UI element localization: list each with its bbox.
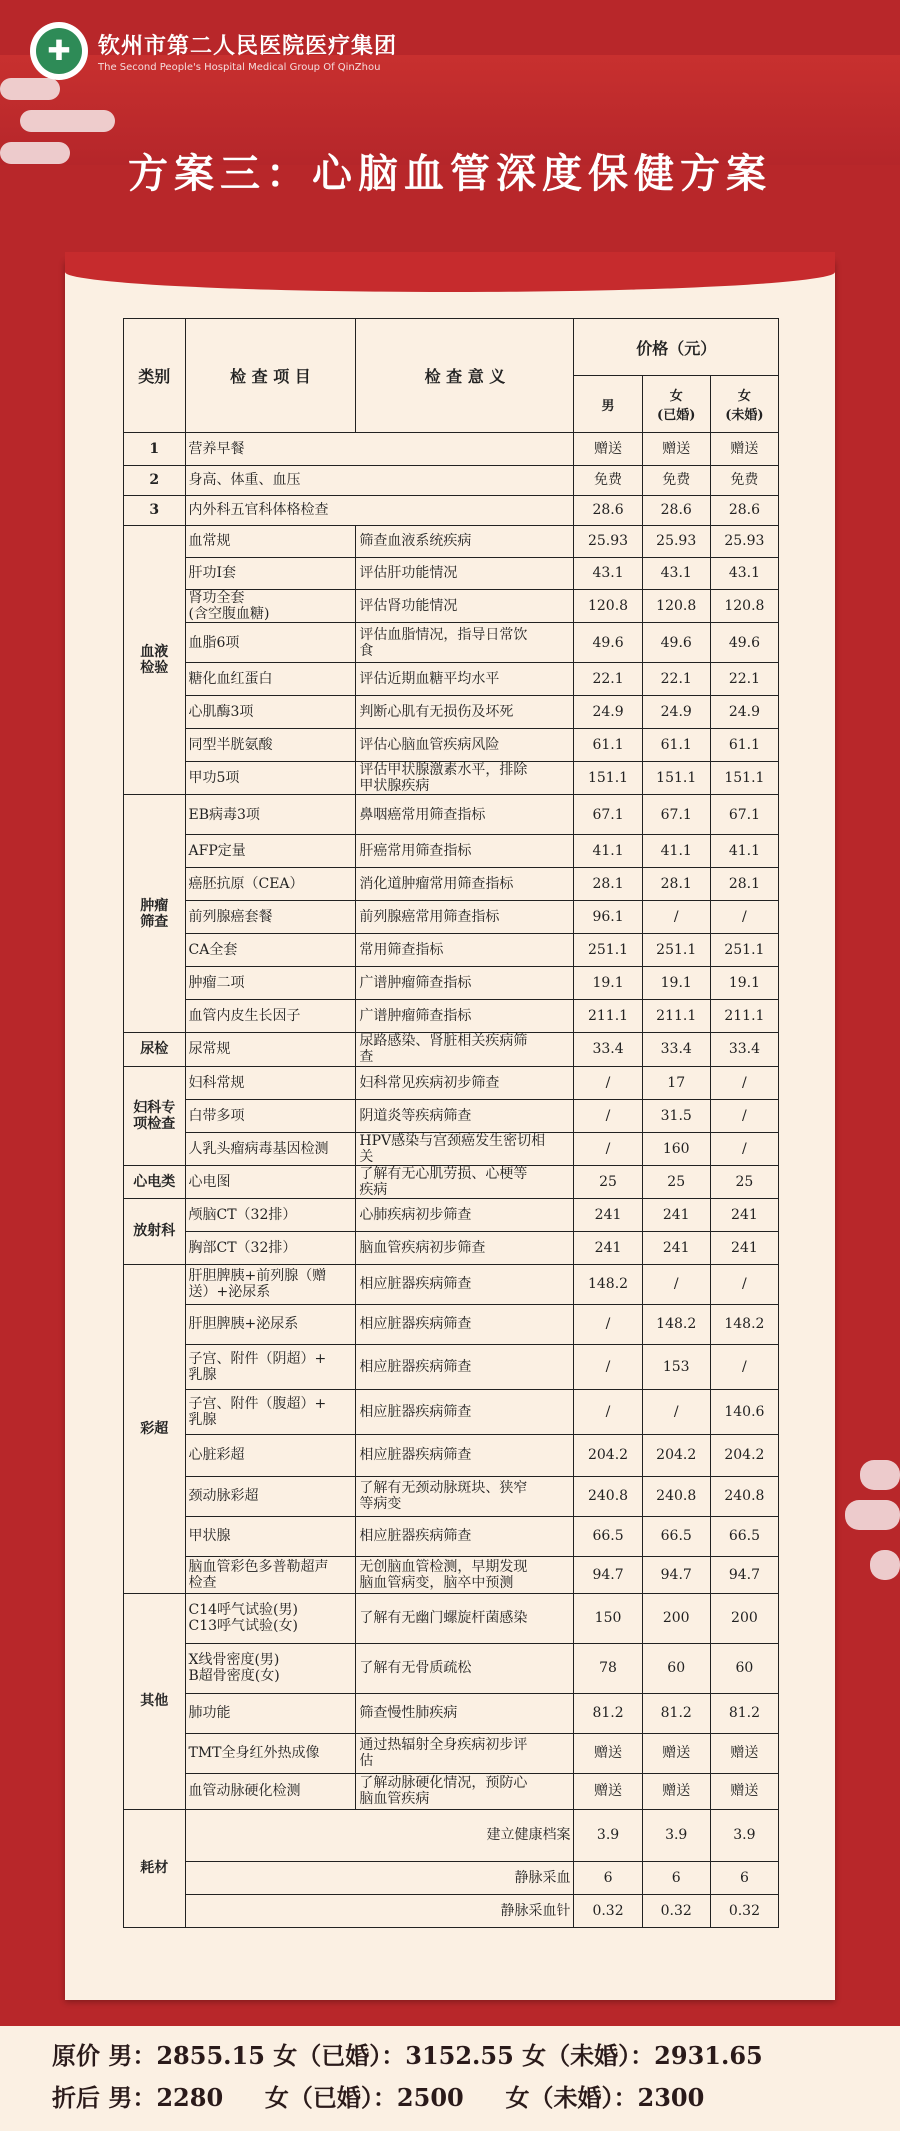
price-male: 3.9 bbox=[574, 1809, 642, 1861]
price-female-married: 49.6 bbox=[642, 623, 710, 663]
price-female-unmarried: 49.6 bbox=[710, 623, 778, 663]
price-female-married: 19.1 bbox=[642, 967, 710, 1000]
price-male: 25.93 bbox=[574, 526, 642, 558]
price-male: 33.4 bbox=[574, 1033, 642, 1066]
price-female-married: 241 bbox=[642, 1198, 710, 1231]
table-row bbox=[124, 1894, 779, 1927]
table-row bbox=[124, 1344, 779, 1389]
row-meaning: 评估血脂情况，指导日常饮 食 bbox=[356, 623, 574, 663]
price-female-unmarried: 19.1 bbox=[710, 967, 778, 1000]
row-meaning: 评估甲状腺激素水平，排除 甲状腺疾病 bbox=[356, 762, 574, 795]
row-item: TMT全身红外热成像 bbox=[185, 1733, 356, 1773]
row-category: 彩超 bbox=[124, 1264, 186, 1593]
price-female-married: 67.1 bbox=[642, 795, 710, 835]
price-female-unmarried: / bbox=[710, 1344, 778, 1389]
price-female-unmarried: 211.1 bbox=[710, 1000, 778, 1033]
price-male: 151.1 bbox=[574, 762, 642, 795]
price-female-married: 33.4 bbox=[642, 1033, 710, 1066]
row-meaning: 了解有无幽门螺旋杆菌感染 bbox=[356, 1593, 574, 1643]
table-row bbox=[124, 623, 779, 663]
table-row bbox=[124, 1198, 779, 1231]
table-row bbox=[124, 590, 779, 623]
table-row bbox=[124, 1000, 779, 1033]
price-female-married: 6 bbox=[642, 1861, 710, 1894]
row-item: 心脏彩超 bbox=[185, 1434, 356, 1476]
price-female-married: 赠送 bbox=[642, 1773, 710, 1809]
decorative-cloud bbox=[0, 78, 60, 100]
row-category: 2 bbox=[124, 466, 186, 496]
price-female-unmarried: / bbox=[710, 1132, 778, 1165]
table-body bbox=[124, 433, 779, 1928]
price-female-married: 200 bbox=[642, 1593, 710, 1643]
row-meaning: 了解动脉硬化情况，预防心 脑血管疾病 bbox=[356, 1773, 574, 1809]
price-male: 赠送 bbox=[574, 1733, 642, 1773]
price-female-unmarried: 241 bbox=[710, 1198, 778, 1231]
price-male: 120.8 bbox=[574, 590, 642, 623]
row-meaning: 鼻咽癌常用筛查指标 bbox=[356, 795, 574, 835]
price-male: 61.1 bbox=[574, 729, 642, 762]
table-row bbox=[124, 1593, 779, 1643]
price-female-unmarried: 0.32 bbox=[710, 1894, 778, 1927]
price-female-married: 211.1 bbox=[642, 1000, 710, 1033]
row-item: EB病毒3项 bbox=[185, 795, 356, 835]
price-female-married: 3.9 bbox=[642, 1809, 710, 1861]
row-category: 其他 bbox=[124, 1593, 186, 1809]
price-female-married: 66.5 bbox=[642, 1516, 710, 1556]
row-item: 妇科常规 bbox=[185, 1066, 356, 1099]
header-male: 男 bbox=[574, 376, 642, 433]
price-male: 28.1 bbox=[574, 868, 642, 901]
table-row bbox=[124, 901, 779, 934]
price-female-unmarried: 24.9 bbox=[710, 696, 778, 729]
table-row bbox=[124, 729, 779, 762]
row-item: 同型半胱氨酸 bbox=[185, 729, 356, 762]
header-category: 类别 bbox=[124, 319, 186, 433]
table-row bbox=[124, 1733, 779, 1773]
price-male: / bbox=[574, 1066, 642, 1099]
row-meaning: 无创脑血管检测，早期发现 脑血管病变，脑卒中预测 bbox=[356, 1556, 574, 1593]
table-row bbox=[124, 1643, 779, 1693]
price-male: 赠送 bbox=[574, 433, 642, 466]
price-female-married: 148.2 bbox=[642, 1304, 710, 1344]
price-male: 43.1 bbox=[574, 558, 642, 590]
table-row bbox=[124, 1434, 779, 1476]
price-female-unmarried: / bbox=[710, 901, 778, 934]
price-female-married: 251.1 bbox=[642, 934, 710, 967]
row-meaning: 广谱肿瘤筛查指标 bbox=[356, 967, 574, 1000]
row-meaning: 筛查慢性肺疾病 bbox=[356, 1693, 574, 1733]
price-male: 赠送 bbox=[574, 1773, 642, 1809]
price-female-unmarried: / bbox=[710, 1099, 778, 1132]
price-female-unmarried: 6 bbox=[710, 1861, 778, 1894]
header-female-unmarried: 女 (未婚) bbox=[710, 376, 778, 433]
price-male: 78 bbox=[574, 1643, 642, 1693]
price-female-unmarried: 148.2 bbox=[710, 1304, 778, 1344]
row-meaning: 了解有无骨质疏松 bbox=[356, 1643, 574, 1693]
price-male: 204.2 bbox=[574, 1434, 642, 1476]
price-female-married: 120.8 bbox=[642, 590, 710, 623]
price-female-unmarried: 33.4 bbox=[710, 1033, 778, 1066]
price-female-unmarried: / bbox=[710, 1066, 778, 1099]
row-item: 肝胆脾胰+前列腺（赠 送）+泌尿系 bbox=[185, 1264, 356, 1304]
price-female-married: 240.8 bbox=[642, 1476, 710, 1516]
price-male: 49.6 bbox=[574, 623, 642, 663]
price-male: 94.7 bbox=[574, 1556, 642, 1593]
row-meaning: 相应脏器疾病筛查 bbox=[356, 1516, 574, 1556]
row-item: 癌胚抗原（CEA） bbox=[185, 868, 356, 901]
price-female-unmarried: 66.5 bbox=[710, 1516, 778, 1556]
price-female-unmarried: 67.1 bbox=[710, 795, 778, 835]
price-male: 96.1 bbox=[574, 901, 642, 934]
price-male: 148.2 bbox=[574, 1264, 642, 1304]
row-meaning: 肝癌常用筛查指标 bbox=[356, 835, 574, 868]
row-meaning: 了解有无颈动脉斑块、狭窄 等病变 bbox=[356, 1476, 574, 1516]
price-female-married: 28.6 bbox=[642, 496, 710, 526]
price-female-unmarried: 61.1 bbox=[710, 729, 778, 762]
price-male: 66.5 bbox=[574, 1516, 642, 1556]
row-category: 3 bbox=[124, 496, 186, 526]
row-item: 颈动脉彩超 bbox=[185, 1476, 356, 1516]
table-row bbox=[124, 795, 779, 835]
row-meaning: 相应脏器疾病筛查 bbox=[356, 1389, 574, 1434]
price-female-married: 免费 bbox=[642, 466, 710, 496]
price-male: 免费 bbox=[574, 466, 642, 496]
hospital-name-en: The Second People's Hospital Medical Group Of QinZhou bbox=[98, 62, 381, 73]
row-item: 肝功Ⅰ套 bbox=[185, 558, 356, 590]
hospital-logo bbox=[30, 22, 88, 80]
price-female-married: 61.1 bbox=[642, 729, 710, 762]
price-female-unmarried: 赠送 bbox=[710, 1773, 778, 1809]
row-item: 血管动脉硬化检测 bbox=[185, 1773, 356, 1809]
price-male: 0.32 bbox=[574, 1894, 642, 1927]
row-item: 血常规 bbox=[185, 526, 356, 558]
table-row bbox=[124, 967, 779, 1000]
price-female-married: 赠送 bbox=[642, 433, 710, 466]
price-female-married: / bbox=[642, 901, 710, 934]
price-male: / bbox=[574, 1344, 642, 1389]
row-category: 耗材 bbox=[124, 1809, 186, 1927]
row-item: 血脂6项 bbox=[185, 623, 356, 663]
row-item: 胸部CT（32排） bbox=[185, 1231, 356, 1264]
row-meaning: 阴道炎等疾病筛查 bbox=[356, 1099, 574, 1132]
row-category: 妇科专 项检查 bbox=[124, 1066, 186, 1165]
row-meaning: 脑血管疾病初步筛查 bbox=[356, 1231, 574, 1264]
row-meaning: 评估心脑血管疾病风险 bbox=[356, 729, 574, 762]
row-item: 肾功全套 (含空腹血糖) bbox=[185, 590, 356, 623]
row-item: 尿常规 bbox=[185, 1033, 356, 1066]
row-item: 肺功能 bbox=[185, 1693, 356, 1733]
price-female-married: 60 bbox=[642, 1643, 710, 1693]
price-female-married: 28.1 bbox=[642, 868, 710, 901]
row-meaning: 相应脏器疾病筛查 bbox=[356, 1304, 574, 1344]
table-row bbox=[124, 696, 779, 729]
row-item: X线骨密度(男) B超骨密度(女) bbox=[185, 1643, 356, 1693]
row-item: 脑血管彩色多普勒超声 检查 bbox=[185, 1556, 356, 1593]
row-item: 心电图 bbox=[185, 1165, 356, 1198]
price-female-married: 赠送 bbox=[642, 1733, 710, 1773]
row-item: 血管内皮生长因子 bbox=[185, 1000, 356, 1033]
price-male: 251.1 bbox=[574, 934, 642, 967]
row-item: 肿瘤二项 bbox=[185, 967, 356, 1000]
price-male: 211.1 bbox=[574, 1000, 642, 1033]
row-item: 甲状腺 bbox=[185, 1516, 356, 1556]
decorative-cloud bbox=[870, 1550, 900, 1580]
price-female-married: 17 bbox=[642, 1066, 710, 1099]
row-category: 放射科 bbox=[124, 1198, 186, 1264]
price-female-unmarried: 151.1 bbox=[710, 762, 778, 795]
row-meaning: 常用筛查指标 bbox=[356, 934, 574, 967]
price-female-unmarried: 241 bbox=[710, 1231, 778, 1264]
table-row bbox=[124, 1773, 779, 1809]
scroll-roll bbox=[65, 252, 835, 292]
row-item: 建立健康档案 bbox=[185, 1809, 574, 1861]
price-male: 25 bbox=[574, 1165, 642, 1198]
price-male: 41.1 bbox=[574, 835, 642, 868]
row-item: 糖化血红蛋白 bbox=[185, 663, 356, 696]
price-female-unmarried: 赠送 bbox=[710, 1733, 778, 1773]
row-meaning: 前列腺癌常用筛查指标 bbox=[356, 901, 574, 934]
row-meaning: 广谱肿瘤筛查指标 bbox=[356, 1000, 574, 1033]
price-male: 81.2 bbox=[574, 1693, 642, 1733]
header-meaning: 检 查 意 义 bbox=[356, 319, 574, 433]
price-female-married: 25.93 bbox=[642, 526, 710, 558]
table-row bbox=[124, 934, 779, 967]
row-item: 人乳头瘤病毒基因检测 bbox=[185, 1132, 356, 1165]
row-meaning: 妇科常见疾病初步筛查 bbox=[356, 1066, 574, 1099]
price-female-married: 153 bbox=[642, 1344, 710, 1389]
row-meaning: 尿路感染、肾脏相关疾病筛 查 bbox=[356, 1033, 574, 1066]
table-row bbox=[124, 1264, 779, 1304]
table-row bbox=[124, 433, 779, 466]
row-item: 前列腺癌套餐 bbox=[185, 901, 356, 934]
row-item: 甲功5项 bbox=[185, 762, 356, 795]
price-female-married: 151.1 bbox=[642, 762, 710, 795]
row-meaning: 通过热辐射全身疾病初步评 估 bbox=[356, 1733, 574, 1773]
price-female-married: 31.5 bbox=[642, 1099, 710, 1132]
row-meaning: 评估近期血糖平均水平 bbox=[356, 663, 574, 696]
row-item: 白带多项 bbox=[185, 1099, 356, 1132]
row-meaning: 筛查血液系统疾病 bbox=[356, 526, 574, 558]
table-row bbox=[124, 1099, 779, 1132]
price-female-married: 94.7 bbox=[642, 1556, 710, 1593]
row-meaning: HPV感染与宫颈癌发生密切相 关 bbox=[356, 1132, 574, 1165]
decorative-cloud bbox=[860, 1460, 900, 1490]
row-item: 颅脑CT（32排） bbox=[185, 1198, 356, 1231]
table-row bbox=[124, 526, 779, 558]
table-row bbox=[124, 1693, 779, 1733]
price-male: 150 bbox=[574, 1593, 642, 1643]
price-female-married: 241 bbox=[642, 1231, 710, 1264]
table-row bbox=[124, 1304, 779, 1344]
row-item: 肝胆脾胰+泌尿系 bbox=[185, 1304, 356, 1344]
price-female-unmarried: 94.7 bbox=[710, 1556, 778, 1593]
original-price: 原价 男：2855.15 女（已婚）：3152.55 女（未婚）：2931.65 bbox=[52, 2041, 763, 2070]
table-row bbox=[124, 1033, 779, 1066]
row-meaning: 判断心肌有无损伤及坏死 bbox=[356, 696, 574, 729]
price-female-unmarried: 140.6 bbox=[710, 1389, 778, 1434]
price-female-unmarried: 204.2 bbox=[710, 1434, 778, 1476]
row-category: 尿检 bbox=[124, 1033, 186, 1066]
discount-price: 折后 男：2280 女（已婚）：2500 女（未婚）：2300 bbox=[52, 2083, 705, 2112]
price-male: 24.9 bbox=[574, 696, 642, 729]
price-female-married: / bbox=[642, 1389, 710, 1434]
row-category: 肿瘤 筛查 bbox=[124, 795, 186, 1033]
price-female-married: 204.2 bbox=[642, 1434, 710, 1476]
price-female-unmarried: 28.1 bbox=[710, 868, 778, 901]
table-row bbox=[124, 1861, 779, 1894]
price-table bbox=[123, 318, 779, 1928]
price-male: 240.8 bbox=[574, 1476, 642, 1516]
row-item: C14呼气试验(男) C13呼气试验(女) bbox=[185, 1593, 356, 1643]
header-item: 检 查 项 目 bbox=[185, 319, 356, 433]
row-meaning: 评估肝功能情况 bbox=[356, 558, 574, 590]
table-row bbox=[124, 1476, 779, 1516]
table-row bbox=[124, 1556, 779, 1593]
row-item: 静脉采血针 bbox=[185, 1894, 574, 1927]
price-female-unmarried: 43.1 bbox=[710, 558, 778, 590]
row-item: 心肌酶3项 bbox=[185, 696, 356, 729]
price-male: 19.1 bbox=[574, 967, 642, 1000]
row-item: 营养早餐 bbox=[185, 433, 574, 466]
row-item: AFP定量 bbox=[185, 835, 356, 868]
row-meaning: 了解有无心肌劳损、心梗等 疾病 bbox=[356, 1165, 574, 1198]
page-title: 方案三：心脑血管深度保健方案 bbox=[128, 150, 772, 197]
hospital-header bbox=[30, 22, 397, 80]
table-row bbox=[124, 466, 779, 496]
table-row bbox=[124, 1132, 779, 1165]
price-male: / bbox=[574, 1389, 642, 1434]
table-row bbox=[124, 496, 779, 526]
header-price: 价格（元） bbox=[574, 319, 779, 376]
price-female-unmarried: 81.2 bbox=[710, 1693, 778, 1733]
row-item: 静脉采血 bbox=[185, 1861, 574, 1894]
price-female-unmarried: / bbox=[710, 1264, 778, 1304]
row-meaning: 相应脏器疾病筛查 bbox=[356, 1434, 574, 1476]
price-male: 28.6 bbox=[574, 496, 642, 526]
price-female-unmarried: 28.6 bbox=[710, 496, 778, 526]
price-female-married: 81.2 bbox=[642, 1693, 710, 1733]
table-row bbox=[124, 1809, 779, 1861]
row-item: CA全套 bbox=[185, 934, 356, 967]
price-female-unmarried: 25.93 bbox=[710, 526, 778, 558]
row-category: 1 bbox=[124, 433, 186, 466]
table-row bbox=[124, 1516, 779, 1556]
price-female-unmarried: 25 bbox=[710, 1165, 778, 1198]
price-male: 241 bbox=[574, 1231, 642, 1264]
cross-icon: ✚ bbox=[47, 34, 71, 67]
row-meaning: 相应脏器疾病筛查 bbox=[356, 1344, 574, 1389]
price-female-married: 22.1 bbox=[642, 663, 710, 696]
table-row bbox=[124, 1389, 779, 1434]
price-male: 6 bbox=[574, 1861, 642, 1894]
price-female-married: 25 bbox=[642, 1165, 710, 1198]
row-meaning: 消化道肿瘤常用筛查指标 bbox=[356, 868, 574, 901]
row-meaning: 心肺疾病初步筛查 bbox=[356, 1198, 574, 1231]
row-item: 身高、体重、血压 bbox=[185, 466, 574, 496]
price-female-unmarried: 免费 bbox=[710, 466, 778, 496]
price-female-unmarried: 3.9 bbox=[710, 1809, 778, 1861]
price-female-unmarried: 22.1 bbox=[710, 663, 778, 696]
hospital-name-cn: 钦州市第二人民医院医疗集团 bbox=[98, 34, 398, 59]
price-female-married: 160 bbox=[642, 1132, 710, 1165]
table-row bbox=[124, 1066, 779, 1099]
table-row bbox=[124, 1231, 779, 1264]
price-female-unmarried: 赠送 bbox=[710, 433, 778, 466]
price-female-unmarried: 120.8 bbox=[710, 590, 778, 623]
price-male: 241 bbox=[574, 1198, 642, 1231]
table-row bbox=[124, 1165, 779, 1198]
table-row bbox=[124, 868, 779, 901]
price-male: / bbox=[574, 1132, 642, 1165]
header-female-married: 女 (已婚) bbox=[642, 376, 710, 433]
price-male: 67.1 bbox=[574, 795, 642, 835]
price-female-unmarried: 240.8 bbox=[710, 1476, 778, 1516]
row-category: 血液 检验 bbox=[124, 526, 186, 795]
price-female-married: 43.1 bbox=[642, 558, 710, 590]
price-female-unmarried: 251.1 bbox=[710, 934, 778, 967]
table-row bbox=[124, 835, 779, 868]
table-row bbox=[124, 558, 779, 590]
price-female-married: / bbox=[642, 1264, 710, 1304]
price-male: / bbox=[574, 1099, 642, 1132]
price-female-married: 24.9 bbox=[642, 696, 710, 729]
row-meaning: 评估肾功能情况 bbox=[356, 590, 574, 623]
table-row bbox=[124, 762, 779, 795]
price-male: 22.1 bbox=[574, 663, 642, 696]
row-category: 心电类 bbox=[124, 1165, 186, 1198]
price-female-married: 0.32 bbox=[642, 1894, 710, 1927]
price-male: / bbox=[574, 1304, 642, 1344]
price-female-unmarried: 41.1 bbox=[710, 835, 778, 868]
price-female-unmarried: 200 bbox=[710, 1593, 778, 1643]
price-female-unmarried: 60 bbox=[710, 1643, 778, 1693]
table-row bbox=[124, 663, 779, 696]
price-female-married: 41.1 bbox=[642, 835, 710, 868]
row-item: 内外科五官科体格检查 bbox=[185, 496, 574, 526]
row-meaning: 相应脏器疾病筛查 bbox=[356, 1264, 574, 1304]
decorative-cloud bbox=[20, 110, 115, 132]
row-item: 子宫、附件（腹超）+ 乳腺 bbox=[185, 1389, 356, 1434]
price-summary bbox=[0, 2026, 900, 2131]
row-item: 子宫、附件（阴超）+ 乳腺 bbox=[185, 1344, 356, 1389]
decorative-cloud bbox=[845, 1500, 900, 1530]
